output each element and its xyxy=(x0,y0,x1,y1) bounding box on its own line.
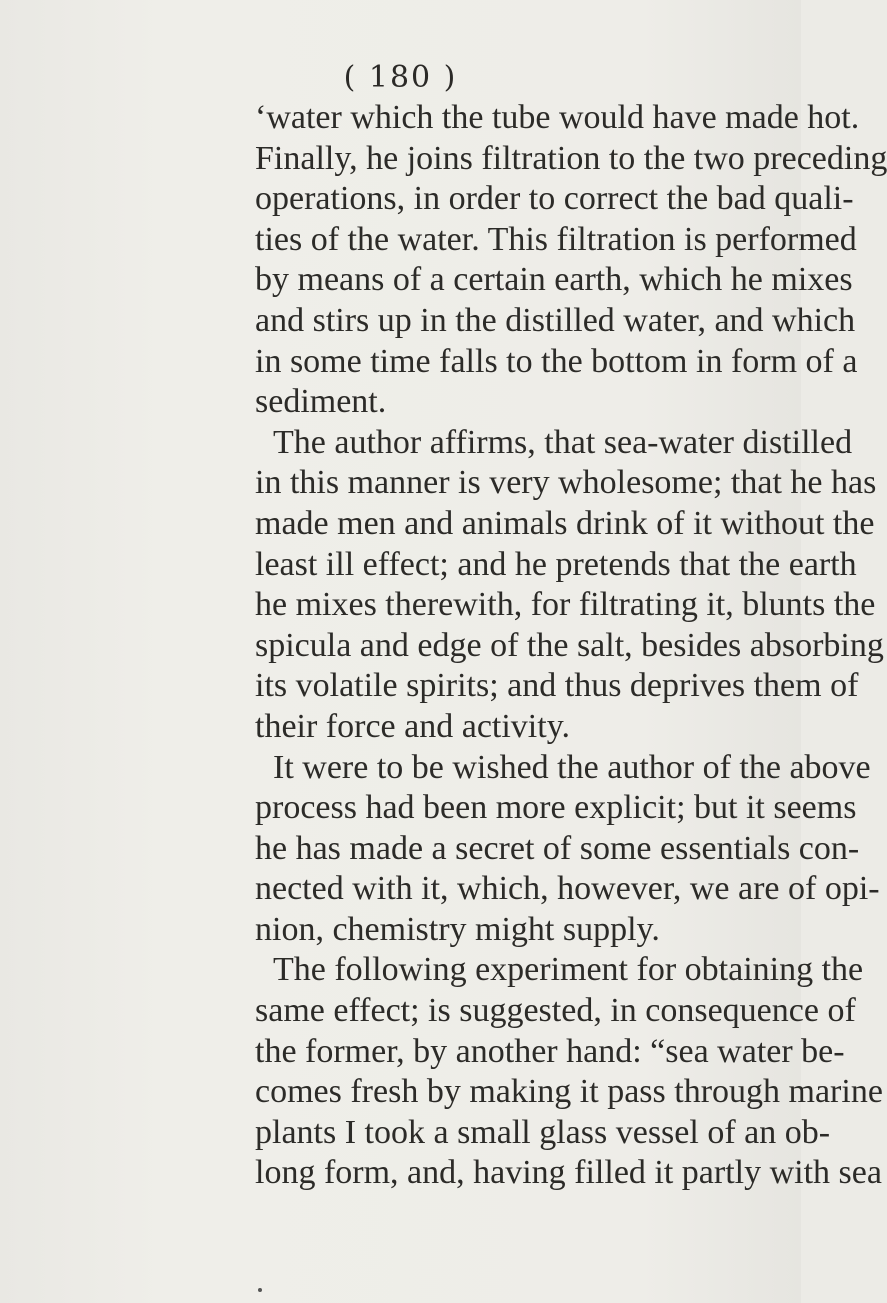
text-line: least ill effect; and he pretends that the earth xyxy=(255,545,857,583)
text-line: in this manner is very wholesome; that he has xyxy=(255,464,877,502)
text-line: comes fresh by making it pass through marine xyxy=(255,1073,883,1111)
text-line: operations, in order to correct the bad quali- xyxy=(255,180,854,218)
text-line: by means of a certain earth, which he mixes xyxy=(255,261,853,299)
text-line: It were to be wished the author of the above xyxy=(273,748,871,786)
text-line: Finally, he joins filtration to the two preceding xyxy=(255,139,887,177)
text-line: plants I took a small glass vessel of an ob- xyxy=(255,1113,831,1151)
text-line: he mixes therewith, for filtrating it, blunts the xyxy=(255,586,876,624)
ink-speck xyxy=(258,1288,262,1292)
text-line: same effect; is suggested, in consequence of xyxy=(255,992,856,1030)
body-text xyxy=(255,98,887,1194)
text-line: he has made a secret of some essentials con- xyxy=(255,829,860,867)
text-line: spicula and edge of the salt, besides absorbing xyxy=(255,626,884,664)
text-line: ties of the water. This filtration is performed xyxy=(255,220,857,258)
page-number: ( 180 ) xyxy=(343,60,458,95)
text-line: and stirs up in the distilled water, and which xyxy=(255,301,856,339)
text-line: their force and activity. xyxy=(255,707,570,745)
text-line: The following experiment for obtaining the xyxy=(273,951,864,989)
text-line: the former, by another hand: “sea water be- xyxy=(255,1032,845,1070)
text-line: in some time falls to the bottom in form of a xyxy=(255,342,858,380)
text-line: The author affirms, that sea-water distilled xyxy=(273,423,853,461)
text-line: its volatile spirits; and thus deprives them of xyxy=(255,667,859,705)
text-line: made men and animals drink of it without the xyxy=(255,504,875,542)
text-line: ‘water which the tube would have made hot. xyxy=(255,99,860,136)
text-line: long form, and, having filled it partly with sea xyxy=(255,1154,882,1192)
text-lines xyxy=(255,98,887,1194)
text-line: sediment. xyxy=(255,383,387,421)
text-line: nion, chemistry might supply. xyxy=(255,910,660,948)
text-line: nected with it, which, however, we are of opi- xyxy=(255,870,880,908)
text-line: process had been more explicit; but it seems xyxy=(255,789,857,827)
